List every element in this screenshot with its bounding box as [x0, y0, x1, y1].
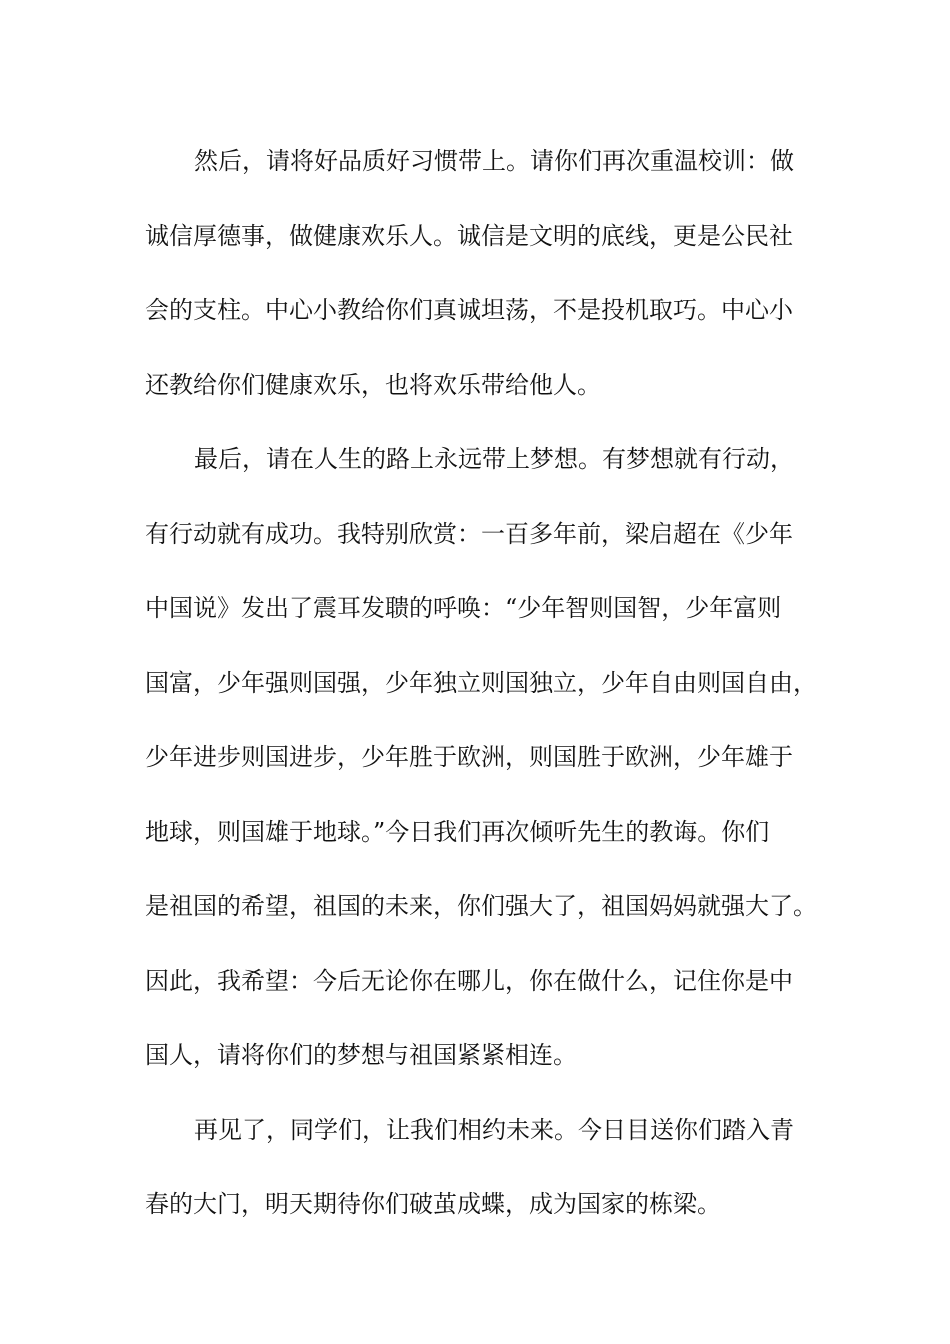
- paragraph-line: 有行动就有成功。我特别欣赏：一百多年前，梁启超在《少年: [145, 519, 793, 548]
- paragraph-line: 地球，则国雄于地球。”今日我们再次倾听先生的教诲。你们: [145, 817, 770, 846]
- paragraph-line: 国富，少年强则国强，少年独立则国独立，少年自由则国自由，: [145, 668, 817, 697]
- paragraph-line: 因此，我希望：今后无论你在哪儿，你在做什么，记住你是中: [145, 966, 793, 995]
- paragraph-line: 再见了，同学们，让我们相约未来。今日目送你们踏入青: [194, 1115, 794, 1144]
- paragraph-school-motto: [145, 124, 835, 422]
- paragraph-line: 最后，请在人生的路上永远带上梦想。有梦想就有行动，: [194, 445, 794, 473]
- paragraph-line: 诚信厚德事，做健康欢乐人。诚信是文明的底线，更是公民社: [145, 221, 793, 250]
- paragraph-line: 然后，请将好品质好习惯带上。请你们再次重温校训：做: [194, 147, 794, 175]
- paragraph-farewell: [145, 1093, 835, 1242]
- paragraph-dreams: [145, 422, 835, 1093]
- paragraph-line: 春的大门，明天期待你们破茧成蝶，成为国家的栋梁。: [145, 1190, 721, 1218]
- document-body: [145, 124, 835, 1242]
- paragraph-line: 国人，请将你们的梦想与祖国紧紧相连。: [145, 1041, 577, 1069]
- paragraph-line: 是祖国的希望，祖国的未来，你们强大了，祖国妈妈就强大了。: [145, 892, 817, 920]
- paragraph-line: 还教给你们健康欢乐，也将欢乐带给他人。: [145, 370, 601, 399]
- paragraph-line: 少年进步则国进步，少年胜于欧洲，则国胜于欧洲，少年雄于: [145, 743, 793, 771]
- paragraph-line: 中国说》发出了震耳发聩的呼唤：“少年智则国智，少年富则: [145, 594, 782, 622]
- paragraph-line: 会的支柱。中心小教给你们真诚坦荡，不是投机取巧。中心小: [145, 296, 793, 324]
